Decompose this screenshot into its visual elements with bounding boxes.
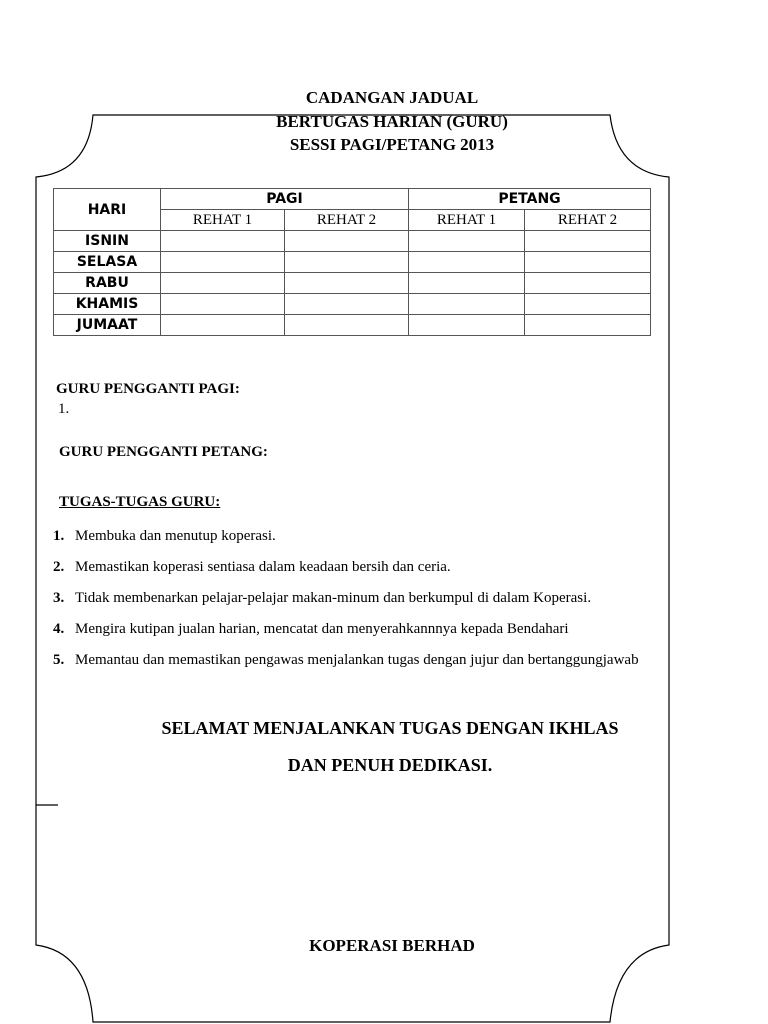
table-cell bbox=[409, 231, 525, 252]
list-item bbox=[53, 618, 639, 649]
table-cell bbox=[409, 273, 525, 294]
day-label: ISNIN bbox=[54, 231, 161, 252]
table-row bbox=[54, 231, 651, 252]
header-petang-rehat-1: REHAT 1 bbox=[409, 210, 525, 231]
header-hari: HARI bbox=[54, 189, 161, 231]
task-text: Memantau dan memastikan pengawas menjalankan tugas dengan jujur dan bertanggungjawab bbox=[75, 652, 639, 668]
task-number: 4. bbox=[53, 621, 65, 637]
day-label: KHAMIS bbox=[54, 294, 161, 315]
table-cell bbox=[161, 252, 285, 273]
task-text: Mengira kutipan jualan harian, mencatat dan menyerahkannnya kepada Bendahari bbox=[75, 621, 569, 637]
task-text: Tidak membenarkan pelajar-pelajar makan-minum dan berkumpul di dalam Koperasi. bbox=[75, 590, 592, 606]
task-number: 1. bbox=[53, 528, 65, 544]
table-cell bbox=[285, 315, 409, 336]
duty-schedule-table bbox=[53, 188, 651, 336]
header-pagi: PAGI bbox=[161, 189, 409, 210]
table-cell bbox=[285, 252, 409, 273]
table-row bbox=[54, 273, 651, 294]
closing-line-2: DAN PENUH DEDIKASI. bbox=[287, 755, 493, 775]
table-cell bbox=[409, 315, 525, 336]
title-line-2: BERTUGAS HARIAN (GURU) bbox=[276, 112, 508, 131]
task-number: 5. bbox=[53, 652, 65, 668]
header-pagi-rehat-2: REHAT 2 bbox=[285, 210, 409, 231]
tasks-list bbox=[53, 525, 639, 680]
table-cell bbox=[409, 252, 525, 273]
header-petang-rehat-2: REHAT 2 bbox=[525, 210, 651, 231]
table-cell bbox=[285, 294, 409, 315]
table-cell bbox=[285, 231, 409, 252]
guru-pengganti-pagi-label: GURU PENGGANTI PAGI: bbox=[56, 381, 240, 397]
table-cell bbox=[525, 252, 651, 273]
guru-pengganti-petang-label: GURU PENGGANTI PETANG: bbox=[59, 444, 268, 460]
table-cell bbox=[285, 273, 409, 294]
table-row bbox=[54, 315, 651, 336]
table-cell bbox=[525, 315, 651, 336]
table-cell bbox=[525, 231, 651, 252]
table-cell bbox=[525, 273, 651, 294]
day-label: SELASA bbox=[54, 252, 161, 273]
table-cell bbox=[161, 315, 285, 336]
list-item bbox=[53, 649, 639, 680]
table-cell bbox=[161, 294, 285, 315]
table-cell bbox=[525, 294, 651, 315]
table-cell bbox=[161, 273, 285, 294]
footer-org: KOPERASI BERHAD bbox=[309, 936, 475, 955]
header-petang: PETANG bbox=[409, 189, 651, 210]
table-cell bbox=[409, 294, 525, 315]
header-pagi-rehat-1: REHAT 1 bbox=[161, 210, 285, 231]
guru-pengganti-pagi-item: 1. bbox=[58, 401, 70, 417]
task-number: 3. bbox=[53, 590, 65, 606]
task-number: 2. bbox=[53, 559, 65, 575]
table-cell bbox=[161, 231, 285, 252]
task-text: Membuka dan menutup koperasi. bbox=[75, 528, 276, 544]
title-line-1: CADANGAN JADUAL bbox=[305, 88, 479, 107]
closing-line-1: SELAMAT MENJALANKAN TUGAS DENGAN IKHLAS bbox=[161, 718, 619, 738]
tasks-heading: TUGAS-TUGAS GURU: bbox=[59, 494, 221, 510]
day-label: RABU bbox=[54, 273, 161, 294]
list-item bbox=[53, 556, 639, 587]
list-item bbox=[53, 587, 639, 618]
list-item bbox=[53, 525, 639, 556]
title-line-3: SESSI PAGI/PETANG 2013 bbox=[289, 135, 495, 154]
day-label: JUMAAT bbox=[54, 315, 161, 336]
task-text: Memastikan koperasi sentiasa dalam keadaan bersih dan ceria. bbox=[75, 559, 451, 575]
table-row bbox=[54, 294, 651, 315]
table-header-row bbox=[54, 189, 651, 210]
table-row bbox=[54, 252, 651, 273]
